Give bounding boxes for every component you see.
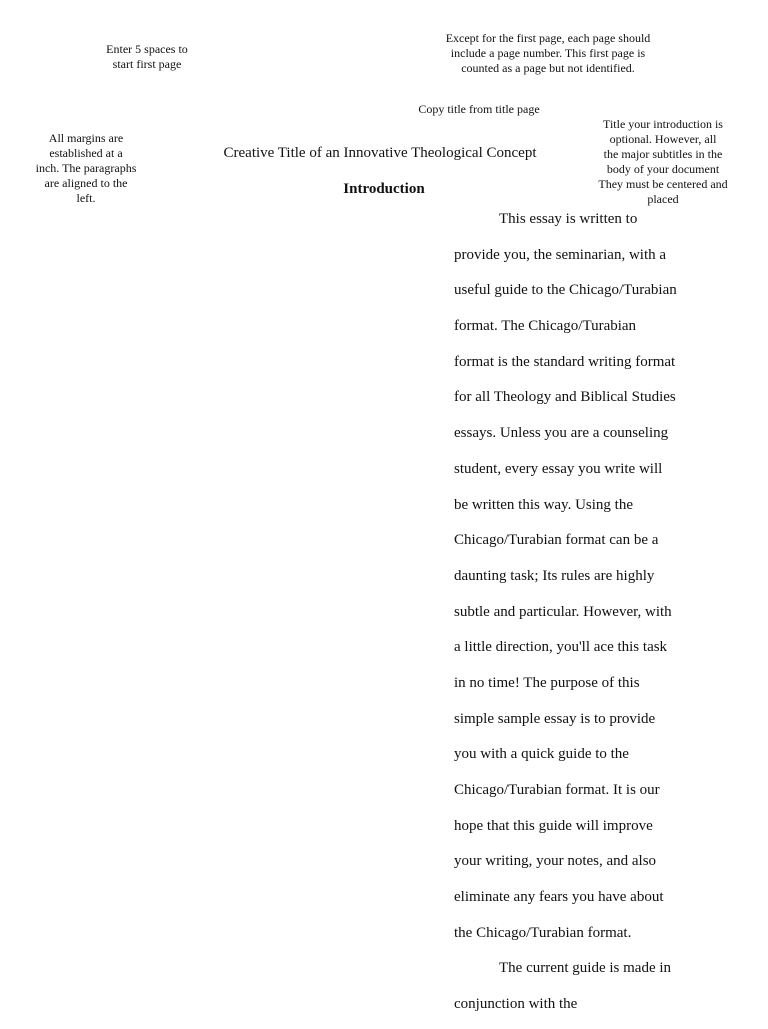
annotation-margins — [26, 131, 146, 206]
paragraph-line: the Chicago/Turabian format. — [454, 924, 632, 941]
paragraph-line: you with a quick guide to the — [454, 746, 629, 763]
paragraph-line: format. The Chicago/Turabian — [454, 318, 637, 335]
annotation-intro-title — [588, 117, 738, 206]
annotation-page-number — [428, 31, 668, 75]
paragraph-line: conjunction with the — [454, 996, 578, 1013]
annotation-line: left. — [76, 191, 96, 205]
paragraph-line: format is the standard writing format — [454, 353, 676, 370]
paragraph-line: simple sample essay is to provide — [454, 710, 656, 727]
annotation-line: include a page number. This first page is — [450, 45, 646, 60]
paragraph-line: provide you, the seminarian, with a — [454, 246, 667, 263]
annotation-line: established at a — [49, 146, 123, 160]
annotation-copy-title — [398, 102, 560, 117]
annotation-line: Title your introduction is — [603, 117, 723, 131]
paragraph-line: hope that this guide will improve — [454, 817, 653, 834]
annotation-line: start first page — [112, 56, 182, 71]
document-title: Creative Title of an Innovative Theological Concept — [223, 145, 537, 161]
body-paragraphs — [454, 208, 704, 1029]
paragraph-line: useful guide to the Chicago/Turabian — [454, 282, 677, 299]
annotation-line: are aligned to the — [44, 176, 128, 190]
paragraph-line: eliminate any fears you have about — [454, 889, 664, 906]
paragraph-line: your writing, your notes, and also — [454, 853, 657, 870]
paragraph-line: a little direction, you'll ace this task — [454, 639, 668, 656]
annotation-line: body of your document — [606, 161, 720, 176]
annotation-first-page-spaces — [92, 42, 202, 72]
annotation-line: optional. However, all — [609, 131, 717, 146]
annotation-line: Enter 5 spaces to — [106, 42, 188, 56]
annotation-line: inch. The paragraphs — [35, 161, 137, 175]
paragraph-line: student, every essay you write will — [454, 460, 663, 477]
paragraph-line: subtle and particular. However, with — [454, 603, 672, 620]
annotation-line: placed — [647, 191, 679, 206]
paragraph-line: The current guide is made in — [499, 960, 672, 977]
annotation-line: Except for the first page, each page should — [445, 31, 651, 45]
annotation-line: Copy title from title page — [418, 102, 540, 116]
paragraph-line: daunting task; Its rules are highly — [454, 567, 655, 584]
paragraph-line: Chicago/Turabian format. It is our — [454, 782, 660, 798]
paragraph-line: in no time! The purpose of this — [454, 674, 640, 691]
paragraph-line: This essay is written to — [499, 211, 638, 227]
introduction-heading: Introduction — [343, 181, 425, 197]
annotation-line: All margins are — [48, 131, 124, 145]
annotation-line: They must be centered and — [598, 176, 728, 191]
paragraph-line: for all Theology and Biblical Studies — [454, 389, 676, 406]
paragraph-line: be written this way. Using the — [454, 496, 633, 513]
paragraph-line: essays. Unless you are a counseling — [454, 425, 669, 442]
annotation-line: counted as a page but not identified. — [461, 60, 635, 75]
paragraph-line: Chicago/Turabian format can be a — [454, 532, 659, 549]
annotation-line: the major subtitles in the — [603, 146, 723, 161]
